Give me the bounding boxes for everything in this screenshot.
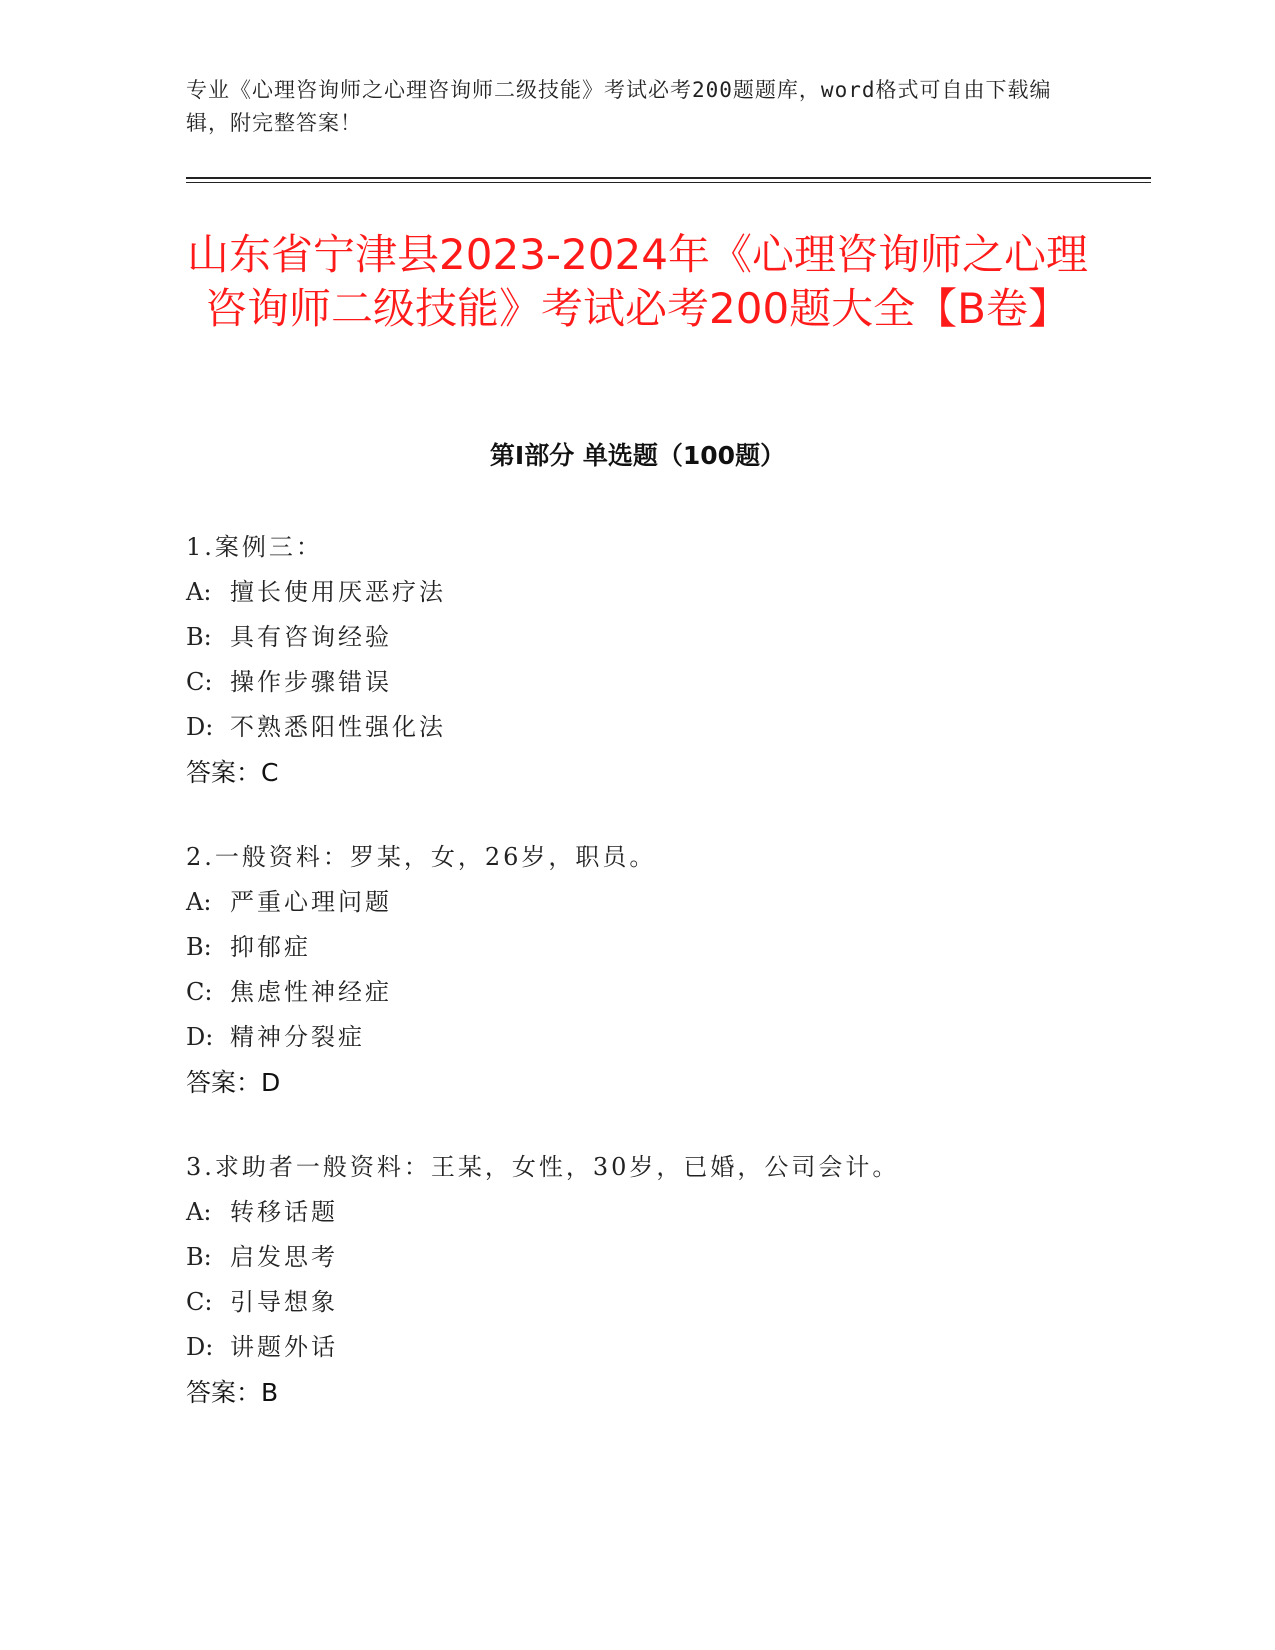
option-text: 焦虑性神经症 [230, 978, 392, 1006]
option-d [186, 705, 1116, 750]
option-a [186, 1190, 1116, 1235]
header-rule-thin [186, 182, 1151, 183]
option-label: C: [186, 668, 213, 696]
option-text: 操作步骤错误 [230, 668, 392, 696]
option-c [186, 970, 1116, 1015]
question-3 [186, 1145, 1116, 1415]
option-label: A: [186, 578, 212, 606]
question-stem: 3.求助者一般资料：王某，女性，30岁，已婚，公司会计。 [186, 1153, 900, 1181]
option-label: D: [186, 1023, 214, 1051]
option-text: 精神分裂症 [230, 1023, 365, 1051]
option-label: A: [186, 1198, 212, 1226]
section-heading: 第I部分 单选题（100题） [489, 441, 786, 470]
question-1 [186, 525, 1116, 795]
option-a [186, 880, 1116, 925]
option-b [186, 1235, 1116, 1280]
option-label: D: [186, 713, 214, 741]
answer: 答案：B [186, 1378, 279, 1407]
question-stem: 1.案例三： [186, 533, 323, 561]
option-label: B: [186, 933, 212, 961]
option-b [186, 615, 1116, 660]
option-label: C: [186, 978, 213, 1006]
option-label: A: [186, 888, 212, 916]
question-2 [186, 835, 1116, 1105]
option-label: D: [186, 1333, 214, 1361]
option-text: 启发思考 [230, 1243, 338, 1271]
option-text: 抑郁症 [230, 933, 311, 961]
header-note: 专业《心理咨询师之心理咨询师二级技能》考试必考200题题库，word格式可自由下载编辑，附完整答案！ [186, 78, 1052, 135]
option-text: 严重心理问题 [230, 888, 392, 916]
question-list [186, 525, 1116, 1455]
option-a [186, 570, 1116, 615]
document-title: 山东省宁津县2023-2024年《心理咨询师之心理咨询师二级技能》考试必考200题大全【B卷】 [187, 230, 1088, 333]
option-label: B: [186, 1243, 212, 1271]
option-text: 具有咨询经验 [230, 623, 392, 651]
header-rule-thick [186, 177, 1151, 179]
option-d [186, 1325, 1116, 1370]
option-text: 擅长使用厌恶疗法 [230, 578, 446, 606]
option-d [186, 1015, 1116, 1060]
option-text: 引导想象 [230, 1288, 338, 1316]
question-stem: 2.一般资料：罗某，女，26岁，职员。 [186, 843, 657, 871]
option-text: 不熟悉阳性强化法 [230, 713, 446, 741]
answer: 答案：C [186, 758, 279, 787]
answer: 答案：D [186, 1068, 281, 1097]
option-c [186, 660, 1116, 705]
option-c [186, 1280, 1116, 1325]
option-b [186, 925, 1116, 970]
option-label: C: [186, 1288, 213, 1316]
option-text: 讲题外话 [230, 1333, 338, 1361]
option-label: B: [186, 623, 212, 651]
option-text: 转移话题 [230, 1198, 338, 1226]
